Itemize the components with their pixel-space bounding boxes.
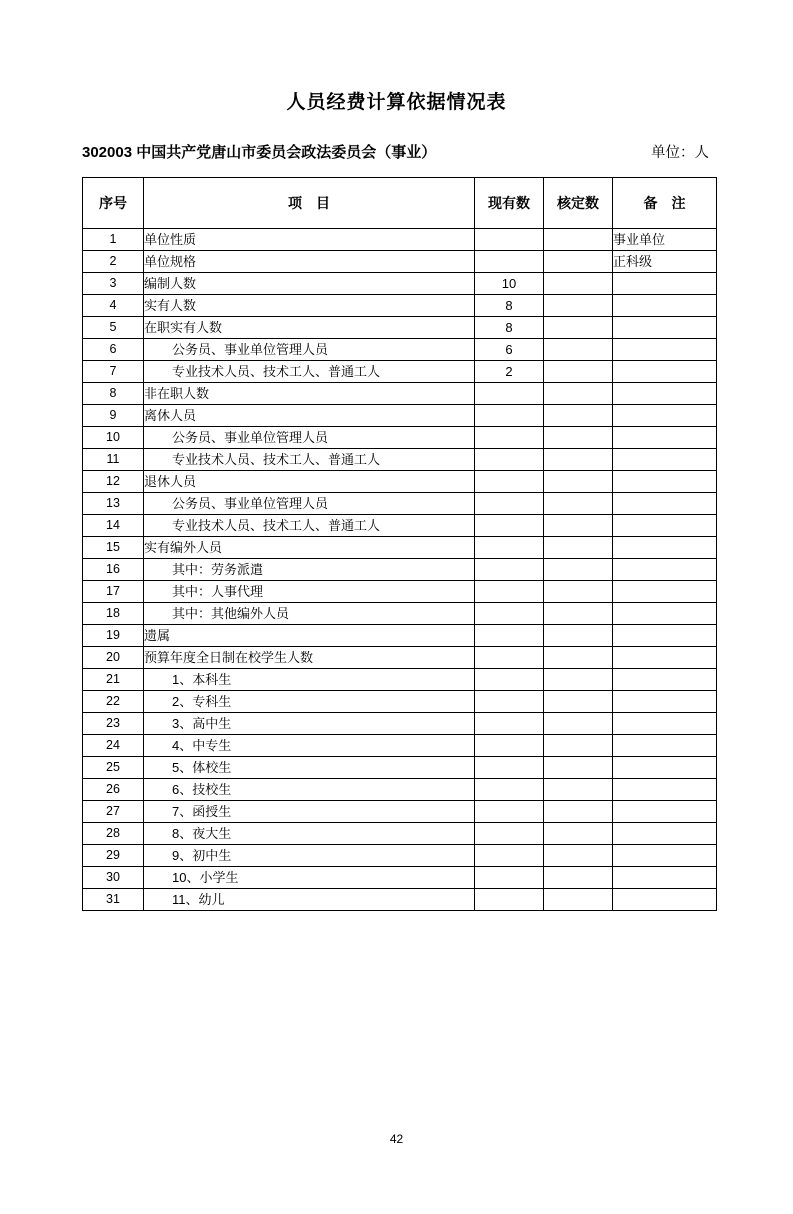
cell-approved: [544, 712, 613, 734]
cell-remark: [613, 580, 717, 602]
cell-item: 专业技术人员、技术工人、普通工人: [144, 360, 475, 382]
cell-current: [475, 866, 544, 888]
cell-no: 19: [83, 624, 144, 646]
cell-approved: [544, 492, 613, 514]
cell-no: 29: [83, 844, 144, 866]
table-row: [83, 712, 717, 734]
cell-remark: [613, 888, 717, 910]
cell-no: 15: [83, 536, 144, 558]
cell-no: 23: [83, 712, 144, 734]
table-row: [83, 580, 717, 602]
cell-remark: [613, 404, 717, 426]
cell-approved: [544, 448, 613, 470]
cell-remark: [613, 426, 717, 448]
cell-current: [475, 470, 544, 492]
cell-current: [475, 734, 544, 756]
table-row: [83, 470, 717, 492]
cell-item: 专业技术人员、技术工人、普通工人: [144, 514, 475, 536]
cell-no: 13: [83, 492, 144, 514]
cell-current: 10: [475, 272, 544, 294]
cell-approved: [544, 844, 613, 866]
cell-item: 11、幼儿: [144, 888, 475, 910]
cell-no: 16: [83, 558, 144, 580]
cell-item: 其中：人事代理: [144, 580, 475, 602]
cell-item: 专业技术人员、技术工人、普通工人: [144, 448, 475, 470]
cell-remark: [613, 822, 717, 844]
cell-approved: [544, 668, 613, 690]
cell-remark: [613, 360, 717, 382]
cell-item: 实有人数: [144, 294, 475, 316]
cell-no: 3: [83, 272, 144, 294]
table-row: [83, 382, 717, 404]
cell-current: [475, 228, 544, 250]
cell-approved: [544, 690, 613, 712]
table-row: [83, 690, 717, 712]
cell-remark: [613, 734, 717, 756]
cell-remark: [613, 338, 717, 360]
cell-item: 实有编外人员: [144, 536, 475, 558]
cell-no: 20: [83, 646, 144, 668]
table-row: [83, 404, 717, 426]
cell-approved: [544, 426, 613, 448]
cell-no: 26: [83, 778, 144, 800]
page-number: 42: [389, 1132, 404, 1146]
table-row: [83, 734, 717, 756]
cell-no: 28: [83, 822, 144, 844]
cell-approved: [544, 382, 613, 404]
cell-approved: [544, 646, 613, 668]
table-row: [83, 624, 717, 646]
cell-no: 2: [83, 250, 144, 272]
cell-item: 公务员、事业单位管理人员: [144, 426, 475, 448]
table-row: [83, 866, 717, 888]
cell-remark: [613, 558, 717, 580]
table-row: [83, 800, 717, 822]
cell-remark: [613, 448, 717, 470]
cell-remark: [613, 690, 717, 712]
cell-current: [475, 646, 544, 668]
cell-remark: [613, 492, 717, 514]
cell-item: 3、高中生: [144, 712, 475, 734]
cell-approved: [544, 756, 613, 778]
cell-no: 30: [83, 866, 144, 888]
table-row: [83, 646, 717, 668]
cell-no: 8: [83, 382, 144, 404]
cell-item: 1、本科生: [144, 668, 475, 690]
table-row: [83, 316, 717, 338]
cell-remark: 正科级: [613, 250, 717, 272]
cell-approved: [544, 360, 613, 382]
column-header-approved: 核定数: [544, 177, 613, 228]
cell-item: 公务员、事业单位管理人员: [144, 338, 475, 360]
table-row: [83, 822, 717, 844]
cell-current: [475, 690, 544, 712]
table-row: [83, 558, 717, 580]
cell-remark: [613, 536, 717, 558]
cell-approved: [544, 602, 613, 624]
cell-item: 编制人数: [144, 272, 475, 294]
cell-current: 8: [475, 316, 544, 338]
cell-current: [475, 712, 544, 734]
cell-approved: [544, 888, 613, 910]
cell-current: [475, 536, 544, 558]
cell-approved: [544, 866, 613, 888]
table-row: [83, 756, 717, 778]
cell-current: [475, 580, 544, 602]
document-subheader: [82, 141, 711, 162]
cell-approved: [544, 800, 613, 822]
table-row: [83, 294, 717, 316]
personnel-expense-table: [82, 177, 717, 911]
cell-current: [475, 668, 544, 690]
cell-no: 25: [83, 756, 144, 778]
cell-no: 1: [83, 228, 144, 250]
cell-item: 10、小学生: [144, 866, 475, 888]
table-row: [83, 448, 717, 470]
cell-approved: [544, 272, 613, 294]
cell-item: 9、初中生: [144, 844, 475, 866]
unit-label: 单位：人: [651, 144, 709, 161]
cell-approved: [544, 470, 613, 492]
cell-current: [475, 448, 544, 470]
cell-no: 27: [83, 800, 144, 822]
cell-no: 17: [83, 580, 144, 602]
cell-current: [475, 492, 544, 514]
cell-current: 8: [475, 294, 544, 316]
cell-remark: [613, 778, 717, 800]
cell-remark: [613, 712, 717, 734]
cell-remark: [613, 756, 717, 778]
cell-remark: [613, 646, 717, 668]
cell-item: 8、夜大生: [144, 822, 475, 844]
cell-item: 4、中专生: [144, 734, 475, 756]
cell-no: 22: [83, 690, 144, 712]
cell-no: 4: [83, 294, 144, 316]
cell-current: [475, 756, 544, 778]
cell-item: 遗属: [144, 624, 475, 646]
cell-item: 5、体校生: [144, 756, 475, 778]
column-header-remark: 备 注: [613, 177, 717, 228]
cell-current: [475, 602, 544, 624]
cell-no: 24: [83, 734, 144, 756]
cell-remark: [613, 800, 717, 822]
cell-current: 2: [475, 360, 544, 382]
cell-no: 9: [83, 404, 144, 426]
page-title: 人员经费计算依据情况表: [286, 92, 507, 113]
cell-no: 14: [83, 514, 144, 536]
cell-no: 6: [83, 338, 144, 360]
cell-approved: [544, 822, 613, 844]
cell-item: 6、技校生: [144, 778, 475, 800]
cell-current: [475, 558, 544, 580]
cell-approved: [544, 580, 613, 602]
table-row: [83, 888, 717, 910]
cell-no: 10: [83, 426, 144, 448]
column-header-no: 序号: [83, 177, 144, 228]
document-page: [0, 92, 793, 1214]
cell-approved: [544, 250, 613, 272]
cell-remark: [613, 272, 717, 294]
cell-current: [475, 426, 544, 448]
cell-approved: [544, 294, 613, 316]
cell-approved: [544, 624, 613, 646]
organization-line: 302003 中国共产党唐山市委员会政法委员会（事业）: [82, 143, 437, 161]
cell-item: 单位性质: [144, 228, 475, 250]
cell-item: 离休人员: [144, 404, 475, 426]
table-row: [83, 514, 717, 536]
cell-item: 退休人员: [144, 470, 475, 492]
table-row: [83, 426, 717, 448]
cell-current: [475, 888, 544, 910]
cell-item: 在职实有人数: [144, 316, 475, 338]
table-row: [83, 778, 717, 800]
cell-approved: [544, 228, 613, 250]
cell-approved: [544, 338, 613, 360]
cell-remark: [613, 316, 717, 338]
cell-item: 单位规格: [144, 250, 475, 272]
cell-no: 7: [83, 360, 144, 382]
cell-current: [475, 382, 544, 404]
cell-item: 其中：劳务派遣: [144, 558, 475, 580]
cell-remark: [613, 624, 717, 646]
table-row: [83, 338, 717, 360]
table-row: [83, 250, 717, 272]
table-row: [83, 536, 717, 558]
cell-remark: 事业单位: [613, 228, 717, 250]
cell-remark: [613, 844, 717, 866]
cell-approved: [544, 536, 613, 558]
table-body: [83, 228, 717, 910]
cell-item: 公务员、事业单位管理人员: [144, 492, 475, 514]
cell-remark: [613, 382, 717, 404]
table-row: [83, 360, 717, 382]
table-row: [83, 228, 717, 250]
column-header-item: 项 目: [144, 177, 475, 228]
table-row: [83, 668, 717, 690]
cell-approved: [544, 514, 613, 536]
cell-item: 非在职人数: [144, 382, 475, 404]
cell-current: [475, 250, 544, 272]
cell-item: 预算年度全日制在校学生人数: [144, 646, 475, 668]
cell-current: [475, 404, 544, 426]
cell-current: [475, 844, 544, 866]
cell-current: [475, 800, 544, 822]
table-row: [83, 844, 717, 866]
table-row: [83, 602, 717, 624]
cell-remark: [613, 294, 717, 316]
cell-no: 21: [83, 668, 144, 690]
cell-item: 2、专科生: [144, 690, 475, 712]
table-header-row: [83, 177, 717, 228]
cell-approved: [544, 558, 613, 580]
cell-approved: [544, 778, 613, 800]
cell-remark: [613, 668, 717, 690]
table-row: [83, 272, 717, 294]
cell-item: 7、函授生: [144, 800, 475, 822]
cell-approved: [544, 404, 613, 426]
cell-no: 18: [83, 602, 144, 624]
cell-current: [475, 514, 544, 536]
cell-current: [475, 778, 544, 800]
table-row: [83, 492, 717, 514]
cell-item: 其中：其他编外人员: [144, 602, 475, 624]
cell-current: [475, 822, 544, 844]
cell-remark: [613, 514, 717, 536]
cell-no: 31: [83, 888, 144, 910]
cell-approved: [544, 316, 613, 338]
cell-no: 11: [83, 448, 144, 470]
cell-current: 6: [475, 338, 544, 360]
column-header-current: 现有数: [475, 177, 544, 228]
cell-current: [475, 624, 544, 646]
cell-approved: [544, 734, 613, 756]
cell-remark: [613, 470, 717, 492]
cell-remark: [613, 602, 717, 624]
cell-no: 5: [83, 316, 144, 338]
cell-remark: [613, 866, 717, 888]
cell-no: 12: [83, 470, 144, 492]
